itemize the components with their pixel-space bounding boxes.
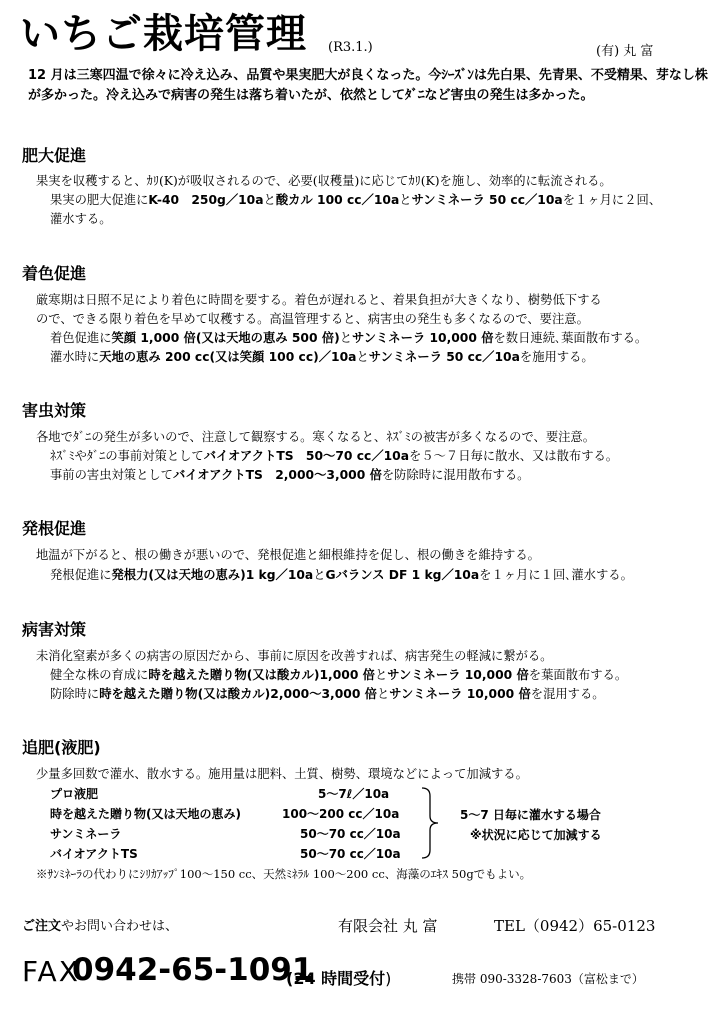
section-title-tsuihi: 追肥(液肥) bbox=[22, 738, 101, 757]
conj: と bbox=[339, 331, 353, 345]
text: を５～７日毎に散水、又は散布する。 bbox=[409, 449, 619, 463]
tsuihi-note-1: 5～7 日毎に灌水する場合 bbox=[460, 808, 601, 822]
text: 着色促進に bbox=[50, 331, 112, 345]
byogai-line-1: 未消化窒素が多くの病害の原因だから、事前に原因を改善すれば、病害発生の軽減に繋がる。 bbox=[36, 649, 553, 663]
product-gbalance: Gバランス DF 1 kg／10a bbox=[325, 568, 480, 582]
text: 事前の害虫対策として bbox=[50, 468, 173, 482]
author: (有) 丸 富 bbox=[596, 44, 654, 59]
gaichu-line-3 bbox=[50, 465, 529, 485]
tsuihi-line-1: 少量多回数で灌水、散水する。施用量は肥料、土質、樹勢、環境などによって加減する。 bbox=[36, 767, 528, 781]
tel-number: TEL（0942）65-0123 bbox=[494, 917, 656, 935]
product-sanminera: サンミネーラ 10,000 倍 bbox=[352, 331, 494, 345]
fert-name: 時を越えた贈り物(又は天地の恵み) bbox=[50, 807, 241, 821]
right-brace-icon bbox=[420, 786, 442, 860]
section-title-byogai: 病害対策 bbox=[22, 620, 87, 639]
tsuihi-note-2: ※状況に応じて加減する bbox=[470, 828, 602, 842]
hidai-line-3: 灌水する。 bbox=[50, 212, 112, 226]
product-k40: K-40 250g／10a bbox=[148, 193, 264, 207]
product-hakkonryoku: 発根力(又は天地の恵み)1 kg／10a bbox=[111, 568, 314, 582]
tsuihi-footnote: ※ｻﾝﾐﾈｰﾗの代わりにｼﾘｶｱｯﾌﾟ100～150 cc、天然ﾐﾈﾗﾙ 100～200 cc、海藻のｴｷｽ 50gでもよい。 bbox=[36, 867, 532, 881]
fert-amount: 50～70 cc／10a bbox=[300, 847, 401, 861]
fert-amount: 100～200 cc／10a bbox=[282, 807, 400, 821]
section-title-hakkon: 発根促進 bbox=[22, 519, 87, 538]
hakkon-line-2 bbox=[50, 565, 633, 585]
fert-amount: 5～7ℓ／10a bbox=[318, 787, 390, 801]
chakushoku-line-3 bbox=[50, 328, 647, 348]
text: 健全な株の育成に bbox=[50, 668, 149, 682]
fert-amount: 50～70 cc／10a bbox=[300, 827, 401, 841]
conj: と bbox=[263, 193, 276, 207]
product-egao: 笑顔 1,000 倍(又は天地の恵み 500 倍) bbox=[111, 331, 340, 345]
conj: と bbox=[313, 568, 326, 582]
chakushoku-line-2: ので、できる限り着色を早めて収穫する。高温管理すると、病害虫の発生も多くなるので、要注意。 bbox=[36, 312, 589, 326]
hidai-text: を１ヶ月に２回、 bbox=[562, 193, 662, 207]
text: ﾈｽﾞﾐやﾀﾞﾆの事前対策として bbox=[50, 449, 204, 463]
product-sanminera: サンミネーラ 50 cc／10a bbox=[411, 193, 563, 207]
text: を葉面散布する。 bbox=[528, 668, 628, 682]
product-bioact: バイオアクトTS 50～70 cc／10a bbox=[203, 449, 410, 463]
conj: と bbox=[376, 687, 390, 701]
conj: と bbox=[374, 668, 388, 682]
fert-name: サンミネーラ bbox=[50, 827, 122, 841]
fert-name: バイオアクトTS bbox=[50, 847, 138, 861]
fert-name: プロ液肥 bbox=[50, 787, 99, 801]
product-tenchi: 天地の恵み 200 cc(又は笑顔 100 cc)／10a bbox=[99, 350, 357, 364]
fax-hours-text: (24 時間受付 bbox=[286, 969, 386, 988]
fax-number: 0942-65-1091 bbox=[72, 952, 314, 988]
text: を数日連続､葉面散布する。 bbox=[493, 331, 648, 345]
gaichu-line-1: 各地でﾀﾞﾆの発生が多いので、注意して観察する。寒くなると、ﾈｽﾞﾐの被害が多くなるので、要注意。 bbox=[36, 430, 596, 444]
text: 灌水時に bbox=[50, 350, 100, 364]
fax-hours-close: ) bbox=[385, 969, 392, 988]
product-sanminera: サンミネーラ 50 cc／10a bbox=[368, 350, 520, 364]
fax-label: FAX bbox=[22, 955, 80, 988]
section-title-gaichu: 害虫対策 bbox=[22, 401, 87, 420]
hidai-line-2 bbox=[50, 190, 661, 210]
order-inquiry bbox=[22, 917, 178, 937]
intro-paragraph: 12 月は三寒四温で徐々に冷え込み、品質や果実肥大が良くなった。今ｼｰｽﾞﾝは先白果、先青果、不受精果、芽なし株が多かった。冷え込みで病害の発生は落ち着いたが、依然としてﾀﾞﾆなど害虫の発生は多かった。 bbox=[28, 68, 708, 103]
gaichu-line-2 bbox=[50, 446, 618, 466]
byogai-line-2 bbox=[50, 665, 627, 685]
mobile-number: 携帯 090-3328-7603（富松まで） bbox=[452, 972, 644, 986]
product-sanminera: サンミネーラ 10,000 倍 bbox=[389, 687, 531, 701]
byogai-line-3 bbox=[50, 684, 605, 704]
product-tokiokoeta: 時を越えた贈り物(又は酸カル)1,000 倍 bbox=[148, 668, 375, 682]
section-title-hidai: 肥大促進 bbox=[22, 146, 87, 165]
conj: と bbox=[399, 193, 412, 207]
product-bioact: バイオアクトTS 2,000～3,000 倍 bbox=[172, 468, 382, 482]
text: を混用する。 bbox=[530, 687, 605, 701]
text: 発根促進に bbox=[50, 568, 112, 582]
inquiry-text: やお問い合わせは、 bbox=[61, 919, 179, 934]
hidai-text: 果実の肥大促進に bbox=[50, 193, 149, 207]
order-label: ご注文 bbox=[22, 919, 62, 934]
chakushoku-line-4 bbox=[50, 347, 594, 367]
chakushoku-line-1: 厳寒期は日照不足により着色に時間を要する。着色が遅れると、着果負担が大きくなり、樹勢低下する bbox=[36, 293, 602, 307]
company-name: 有限会社 丸 富 bbox=[338, 917, 438, 935]
product-sancal: 酸カル 100 cc／10a bbox=[275, 193, 400, 207]
text: を１ヶ月に１回､灌水する。 bbox=[479, 568, 633, 582]
hakkon-line-1: 地温が下がると、根の働きが悪いので、発根促進と細根維持を促し、根の働きを維持する。 bbox=[36, 548, 540, 562]
text: を施用する。 bbox=[519, 350, 594, 364]
issue-date: (R3.1.) bbox=[328, 40, 373, 55]
text: 防除時に bbox=[50, 687, 100, 701]
section-title-chakushoku: 着色促進 bbox=[22, 264, 87, 283]
hidai-line-1: 果実を収穫すると、ｶﾘ(K)が吸収されるので、必要(収穫量)に応じてｶﾘ(K)を施し、効率的に転流される。 bbox=[36, 174, 612, 188]
page-title: いちご栽培管理 bbox=[20, 11, 307, 57]
product-tokiokoeta: 時を越えた贈り物(又は酸カル)2,000～3,000 倍 bbox=[99, 687, 377, 701]
conj: と bbox=[356, 350, 369, 364]
text: を防除時に混用散布する。 bbox=[381, 468, 530, 482]
product-sanminera: サンミネーラ 10,000 倍 bbox=[387, 668, 529, 682]
fax-hours bbox=[286, 966, 391, 989]
